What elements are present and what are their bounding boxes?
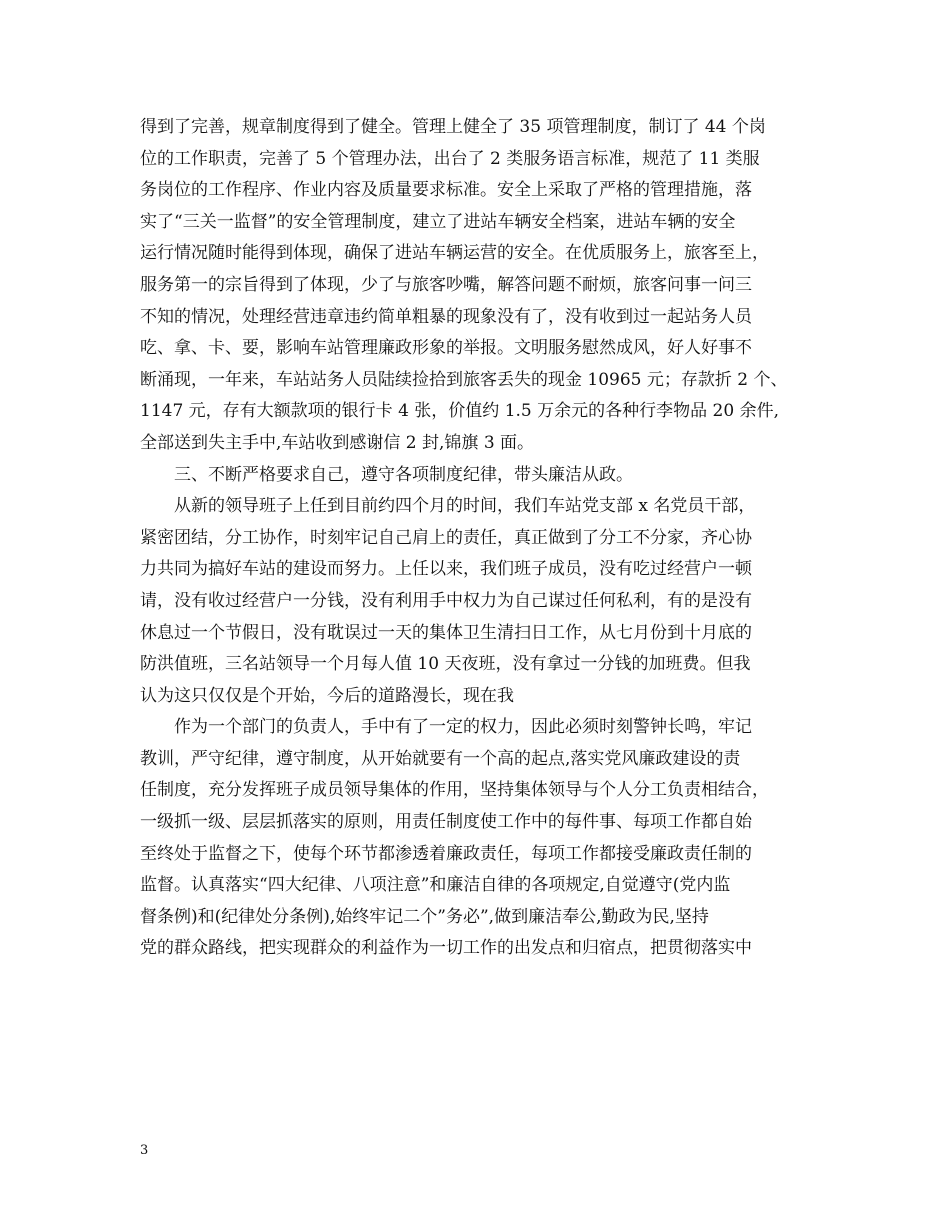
paragraph-first-line: 作为一个部门的负责人，手中有了一定的权力，因此必须时刻警钟长鸣，牢记	[174, 717, 752, 738]
text-line: 吃、拿、卡、要，影响车站管理廉政形象的举报。文明服务慰然成风，好人好事不	[140, 338, 752, 359]
page-number: 3	[140, 1143, 149, 1158]
text-line: 不知的情况，处理经营违章违约简单粗暴的现象没有了，没有收到过一起站务人员	[140, 306, 752, 327]
document-body	[140, 112, 830, 965]
text-line: 党的群众路线，把实现群众的利益作为一切工作的出发点和归宿点，把贯彻落实中	[140, 938, 752, 959]
text-line: 一级抓一级、层层抓落实的原则，用责任制度使工作中的每件事、每项工作都自始	[140, 812, 752, 833]
text-line: 务岗位的工作程序、作业内容及质量要求标准。安全上采取了严格的管理措施，落	[140, 180, 752, 201]
text-line: 力共同为搞好车站的建设而努力。上任以来，我们班子成员，没有吃过经营户一顿	[140, 559, 752, 580]
text-line: 认为这只仅仅是个开始，今后的道路漫长，现在我	[140, 685, 514, 706]
text-line: 休息过一个节假日，没有耽误过一天的集体卫生清扫日工作，从七月份到十月底的	[140, 622, 752, 643]
text-line: 位的工作职责，完善了 5 个管理办法，出台了 2 类服务语言标准，规范了 11 类服	[140, 148, 760, 169]
text-line: 断涌现，一年来，车站站务人员陆续捡拾到旅客丢失的现金 10965 元；存款折 2 个、	[140, 369, 788, 390]
paragraph-first-line: 从新的领导班子上任到目前约四个月的时间，我们车站党支部 x 名党员干部，	[174, 496, 756, 517]
text-line: 防洪值班，三名站领导一个月每人值 10 天夜班，没有拿过一分钱的加班费。但我	[140, 654, 751, 675]
text-line: 实了“三关一监督”的安全管理制度，建立了进站车辆安全档案，进站车辆的安全	[140, 211, 736, 232]
text-line: 教训，严守纪律，遵守制度，从开始就要有一个高的起点,落实党风廉政建设的责	[140, 748, 741, 769]
text-line: 紧密团结，分工协作，时刻牢记自己肩上的责任，真正做到了分工不分家，齐心协	[140, 527, 752, 548]
text-line: 督条例)和(纪律处分条例),始终牢记二个”务必”,做到廉洁奉公,勤政为民,坚持	[140, 906, 709, 927]
text-line: 监督。认真落实“四大纪律、八项注意”和廉洁自律的各项规定,自觉遵守(党内监	[140, 875, 731, 896]
text-line: 1147 元，存有大额款项的银行卡 4 张，价值约 1.5 万余元的各种行李物品 20 余件,	[140, 401, 779, 422]
text-line: 全部送到失主手中,车站收到感谢信 2 封,锦旗 3 面。	[140, 432, 535, 453]
text-line: 任制度，充分发挥班子成员领导集体的作用，坚持集体领导与个人分工负责相结合，	[140, 780, 769, 801]
text-line: 运行情况随时能得到体现，确保了进站车辆运营的安全。在优质服务上，旅客至上，	[140, 243, 769, 264]
text-line: 服务第一的宗旨得到了体现，少了与旅客吵嘴，解答问题不耐烦，旅客问事一问三	[140, 274, 752, 295]
text-line: 至终处于监督之下，使每个环节都渗透着廉政责任，每项工作都接受廉政责任制的	[140, 843, 752, 864]
text-line: 得到了完善，规章制度得到了健全。管理上健全了 35 项管理制度，制订了 44 个岗	[140, 117, 766, 137]
text-line: 请，没有收过经营户一分钱，没有利用手中权力为自己谋过任何私利，有的是没有	[140, 590, 752, 611]
paragraph-first-line: 三、不断严格要求自己，遵守各项制度纪律，带头廉洁从政。	[174, 464, 633, 485]
